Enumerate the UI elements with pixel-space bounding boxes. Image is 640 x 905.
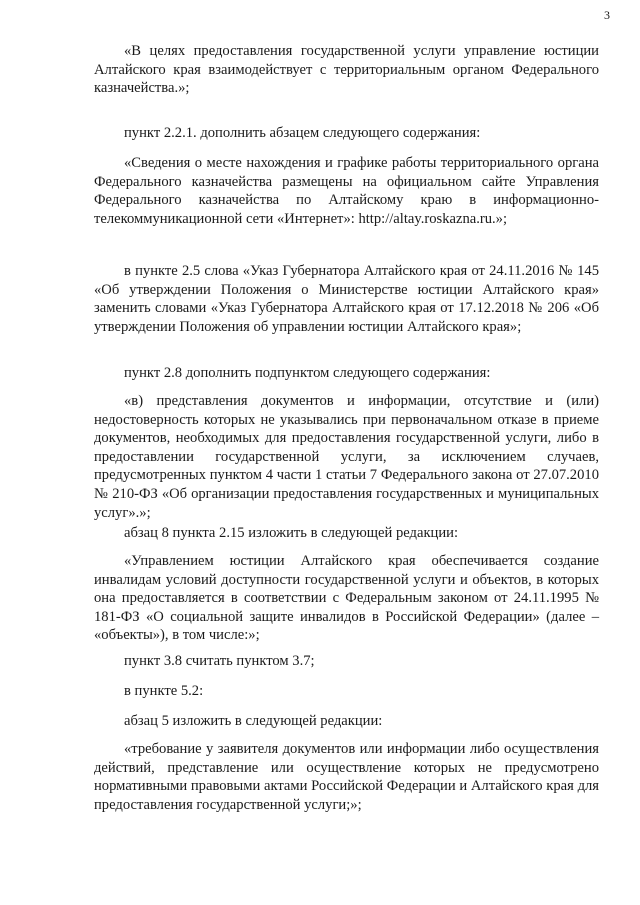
paragraph-7: абзац 8 пункта 2.15 изложить в следующей редакции: bbox=[124, 525, 459, 541]
paragraph-8: «Управлением юстиции Алтайского края обеспечивается создание инвалидам условий доступности государственной услуги и объектов, в которых она предоставляется в соответствии с Федеральным законом от 24.11.1995 № 181-ФЗ «О социальной защите инвалидов в Российской Федерации» (далее – «объекты»), в том числе:»; bbox=[94, 553, 599, 644]
paragraph-2: пункт 2.2.1. дополнить абзацем следующего содержания: bbox=[124, 125, 481, 141]
page-number: 3 bbox=[604, 8, 610, 22]
paragraph-9: пункт 3.8 считать пунктом 3.7; bbox=[124, 653, 315, 669]
paragraph-10: в пункте 5.2: bbox=[124, 683, 204, 699]
paragraph-11: абзац 5 изложить в следующей редакции: bbox=[124, 713, 383, 729]
paragraph-3: «Сведения о месте нахождения и графике работы территориального органа Федерального казначейства размещены на официальном сайте Управления Федерального казначейства по Алтайскому краю в информационно-телекоммуникационной сети «Интернет»: http://altay.roskazna.ru.»; bbox=[94, 155, 599, 227]
paragraph-12: «требование у заявителя документов или информации либо осуществления действий, представление или осуществление которых не предусмотрено нормативными правовыми актами Российской Федерации и Алтайского края для предоставления государственной услуги;»; bbox=[94, 741, 599, 813]
paragraph-4: в пункте 2.5 слова «Указ Губернатора Алтайского края от 24.11.2016 № 145 «Об утверждении Положения о Министерстве юстиции Алтайского края» заменить словами «Указ Губернатора Алтайского края от 17.12.2018 № 206 «Об утверждении Положения об управлении юстиции Алтайского края»; bbox=[94, 263, 599, 335]
paragraph-6: «в) представления документов и информации, отсутствие и (или) недостоверность которых не указывались при первоначальном отказе в приеме документов, необходимых для предоставления государственной услуги, либо в предоставлении государственной услуги, за исключением случаев, предусмотренных пунктом 4 части 1 статьи 7 Федерального закона от 27.07.2010 № 210-ФЗ «Об организации предоставления государственных и муниципальных услуг».»; bbox=[94, 393, 599, 521]
paragraph-5: пункт 2.8 дополнить подпунктом следующего содержания: bbox=[124, 365, 491, 381]
paragraph-1: «В целях предоставления государственной услуги управление юстиции Алтайского края взаимодействует с территориальным органом Федерального казначейства.»; bbox=[94, 43, 599, 97]
